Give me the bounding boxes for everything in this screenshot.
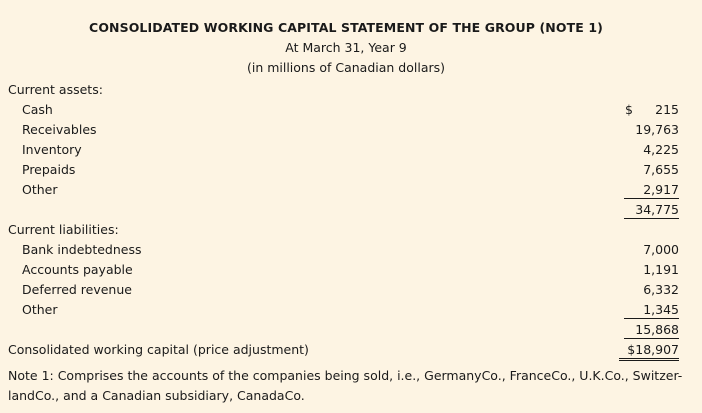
- current-assets-heading: Current assets:: [8, 82, 103, 97]
- statement-footnote: Note 1: Comprises the accounts of the companies being sold, i.e., GermanyCo., FranceCo., U.K.Co., Switzer-landCo., and a Canadian subsidiary, CanadaCo.: [8, 368, 683, 403]
- liability-label-payables: Accounts payable: [22, 262, 133, 277]
- liability-amount-deferred: 6,332: [643, 282, 679, 297]
- current-liabilities-total: 15,868: [624, 322, 679, 339]
- asset-amount-inventory: 4,225: [643, 142, 679, 157]
- liability-amount-payables: 1,191: [643, 262, 679, 277]
- liability-amount-other: 1,345: [624, 302, 679, 319]
- statement-date: At March 31, Year 9: [285, 40, 407, 55]
- current-liabilities-heading: Current liabilities:: [8, 222, 119, 237]
- asset-amount-prepaids: 7,655: [643, 162, 679, 177]
- asset-amount-other: 2,917: [624, 182, 679, 199]
- statement-title: CONSOLIDATED WORKING CAPITAL STATEMENT OF THE GROUP (NOTE 1): [89, 20, 603, 35]
- liability-label-bank: Bank indebtedness: [22, 242, 142, 257]
- asset-amount-receivables: 19,763: [635, 122, 679, 137]
- asset-label-inventory: Inventory: [22, 142, 82, 157]
- working-capital-amount: $18,907: [619, 342, 679, 361]
- asset-label-prepaids: Prepaids: [22, 162, 76, 177]
- asset-currency-symbol: $: [625, 102, 633, 117]
- asset-label-cash: Cash: [22, 102, 53, 117]
- liability-label-deferred: Deferred revenue: [22, 282, 132, 297]
- liability-label-other: Other: [22, 302, 58, 317]
- current-assets-total: 34,775: [624, 202, 679, 219]
- statement-units: (in millions of Canadian dollars): [246, 60, 446, 75]
- asset-label-other: Other: [22, 182, 58, 197]
- asset-label-receivables: Receivables: [22, 122, 97, 137]
- liability-amount-bank: 7,000: [643, 242, 679, 257]
- working-capital-label: Consolidated working capital (price adjustment): [8, 342, 309, 357]
- asset-amount-cash: 215: [655, 102, 679, 117]
